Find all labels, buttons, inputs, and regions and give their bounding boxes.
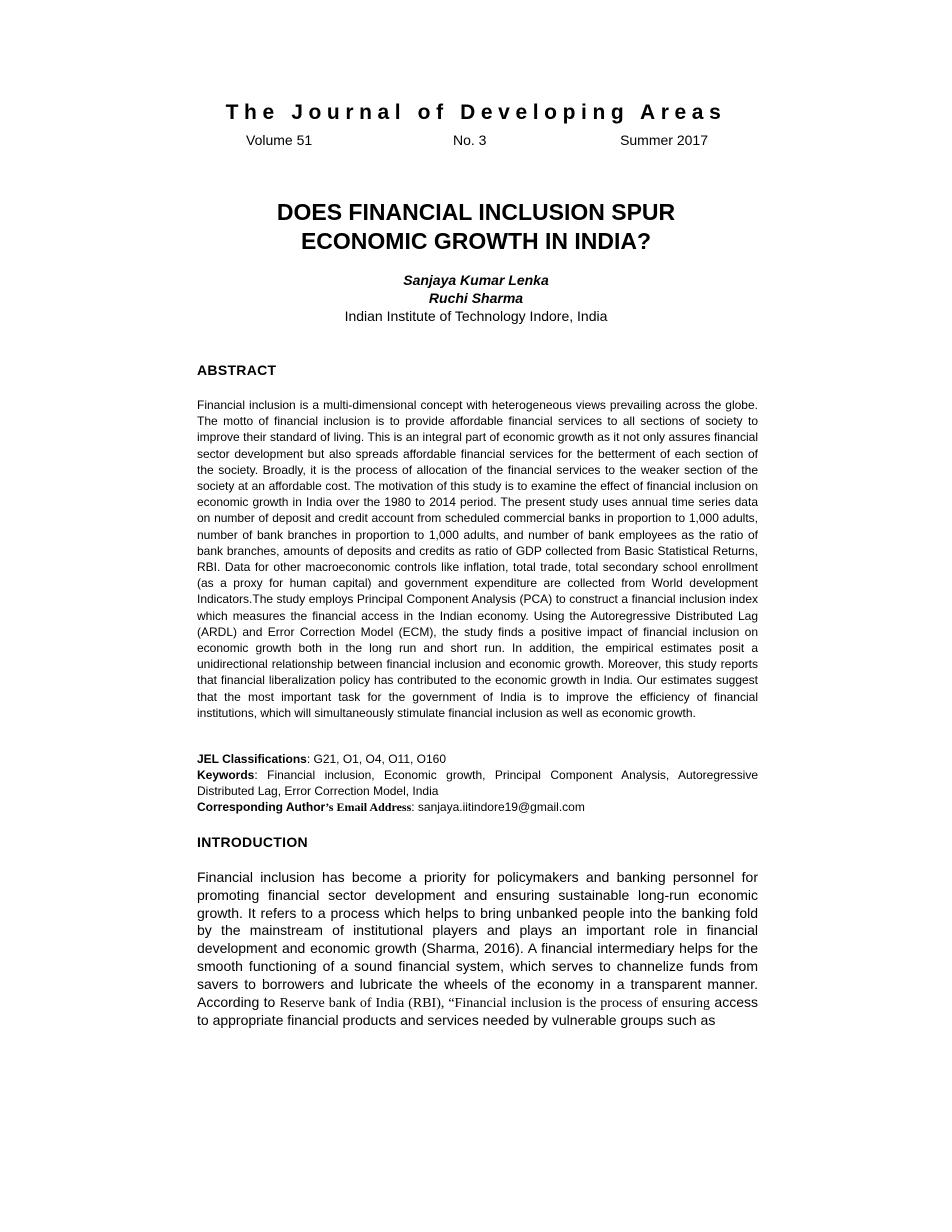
issue-volume: Volume 51 — [246, 132, 313, 148]
author-email: : sanjaya.iitindore19@gmail.com — [411, 800, 585, 814]
author-block — [0, 271, 952, 325]
corresponding-author — [197, 799, 758, 815]
introduction-text — [197, 869, 758, 1030]
keywords — [197, 767, 758, 799]
author-name: Sanjaya Kumar Lenka — [403, 272, 549, 288]
issue-line — [246, 132, 708, 150]
introduction-text-part-3: access to appropriate financial products and services needed by vulnerable groups such as — [197, 993, 758, 1029]
journal-title: The Journal of Developing Areas — [225, 101, 727, 124]
issue-season: Summer 2017 — [620, 132, 708, 148]
keywords-label: Keywords — [197, 768, 255, 782]
jel-label: JEL Classifications — [197, 752, 307, 766]
email-address-label: ’s Email Address — [325, 800, 412, 814]
introduction-text-part-2: Reserve bank of India (RBI), “Financial inclusion is the process of ensuring — [279, 995, 711, 1011]
corresponding-author-label: Corresponding Author — [197, 800, 326, 814]
introduction-heading: INTRODUCTION — [197, 834, 308, 850]
article-title — [150, 198, 802, 256]
abstract-text: Financial inclusion is a multi-dimensional concept with heterogeneous views prevailing across the globe. The motto of financial inclusion is to provide affordable financial services to all sections of society to improve their standard of living. This is an integral part of economic growth as it not only assures financial sector development but also spreads affordable financial services for the betterment of each section of the society. Broadly, it is the process of allocation of the financial services to the weaker section of the society at an affordable cost. The motivation of this study is to examine the effect of financial inclusion on economic growth in India over the 1980 to 2014 period. The present study uses annual time series data on number of deposit and credit account from scheduled commercial banks in proportion to 1,000 adults, number of bank branches in proportion to 1,000 adults, and number of bank employees as the ratio of bank branches, amounts of deposits and credits as ratio of GDP collected from Basic Statistical Returns, RBI. Data for other macroeconomic controls like inflation, total trade, total secondary school enrollment (as a proxy for human capital) and government expenditure are collected from World development Indicators.The study employs Principal Component Analysis (PCA) to construct a financial inclusion index which measures the financial access in the Indian economy. Using the Autoregressive Distributed Lag (ARDL) and Error Correction Model (ECM), the study finds a positive impact of financial inclusion on economic growth both in the long run and short run. In addition, the empirical estimates posit a unidirectional relationship between financial inclusion and economic growth. Moreover, this study reports that financial liberalization policy has contributed to the economic growth in India. Our estimates suggest that the most important task for the government of India is to improve the efficiency of financial institutions, which will simultaneously stimulate financial inclusion as well as economic growth. — [197, 398, 758, 720]
article-title-line-1: DOES FINANCIAL INCLUSION SPUR — [276, 199, 676, 225]
article-title-line-2: ECONOMIC GROWTH IN INDIA? — [300, 228, 652, 254]
article-metadata — [197, 751, 758, 815]
jel-value: : G21, O1, O4, O11, O160 — [306, 752, 447, 766]
keywords-value: : Financial inclusion, Economic growth, Principal Component Analysis, Autoregressive Distributed Lag, Error Correction Model, India — [197, 768, 758, 798]
issue-number: No. 3 — [453, 132, 487, 148]
abstract-heading: ABSTRACT — [197, 362, 277, 378]
jel-classifications — [197, 751, 758, 767]
introduction-text-part-1: Financial inclusion has become a priority for policymakers and banking personnel for promoting financial sector development and ensuring sustainable long-run economic growth. It refers to a process which helps to bring unbanked people into the banking fold by the mainstream of institutional players and plays an important role in financial development and economic growth (Sharma, 2016). A financial intermediary helps for the smooth functioning of a sound financial system, which serves to channelize funds from savers to borrowers and lubricate the wheels of the economy in a transparent manner. According to — [197, 869, 758, 1010]
author-name: Ruchi Sharma — [428, 290, 524, 306]
author-affiliation: Indian Institute of Technology Indore, India — [344, 308, 608, 324]
